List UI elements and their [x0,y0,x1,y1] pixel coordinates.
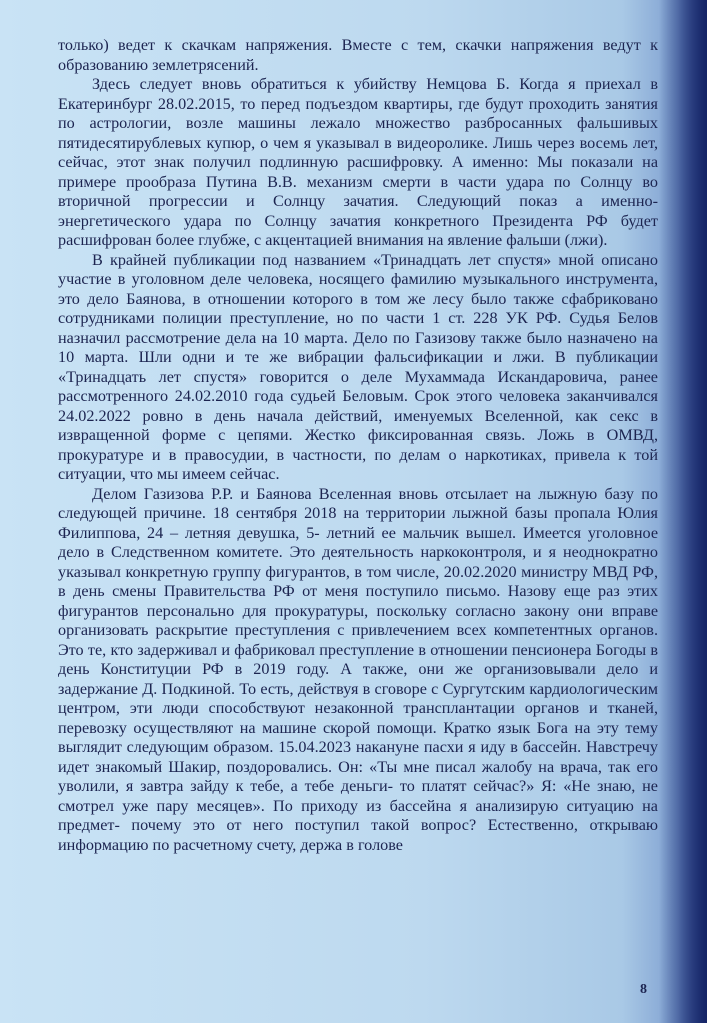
paragraph-continuation: только) ведет к скачкам напряжения. Вместе с тем, скачки напряжения ведут к образованию землетрясений. [58,36,658,74]
scan-shadow-edge [659,0,707,1023]
document-body [58,36,658,855]
paragraph-bayanov: В крайней публикации под названием «Тринадцать лет спустя» мной описано участие в уголовном деле человека, носящего фамилию музыкального инструмента, это дело Баянова, в отношении которого в том же лесу было также сфабриковано сотрудниками полиции преступление, но по части 1 ст. 228 УК РФ. Судья Белов назначил рассмотрение дела на 10 марта. Дело по Газизову также было назначено на 10 марта. Шли одни и те же вибрации фальсификации и лжи. В публикации «Тринадцать лет спустя» говорится о деле Мухаммада Искандаровича, ранее рассмотренного 24.02.2010 года судьей Беловым. Срок этого человека заканчивался 24.02.2022 ровно в день начала действий, именуемых Вселенной, как секс в извращенной форме с цепями. Жестко фиксированная связь. Ложь в ОМВД, прокуратуре и в правосудии, в частности, по делам о наркотиках, привела к той ситуации, что мы имеем сейчас. [58,250,658,483]
paragraph-gazizov: Делом Газизова Р.Р. и Баянова Вселенная вновь отсылает на лыжную базу по следующей причине. 18 сентября 2018 на территории лыжной базы пропала Юлия Филиппова, 24 – летняя девушка, 5- летний ее мальчик вышел. Имеется уголовное дело в Следственном комитете. Это деятельность наркоконтроля, и я неоднократно указывал конкретную группу фигурантов, в том числе, 20.02.2020 министру МВД РФ, в день смены Правительства РФ от меня поступило письмо. Назову еще раз этих фигурантов персонально для прокуратуры, поскольку согласно закону они вправе организовать раскрытие преступления с привлечением всех компетентных органов. Это те, кто задерживал и фабриковал преступление в отношении пенсионера Богоды в день Конституции РФ в 2019 году. А также, они же организовывали дело и задержание Д. Подкиной. То есть, действуя в сговоре с Сургутским кардиологическим центром, эти люди способствуют незаконной трансплантации органов и тканей, перевозку осуществляют на машине скорой помощи. Кратко язык Бога на эту тему выглядит следующим образом. 15.04.2023 накануне пасхи я иду в бассейн. Навстречу идет знакомый Шакир, поздоровались. Он: «Ты мне писал жалобу на врача, так его уволили, я завтра зайду к тебе, а тебе деньги- то платят сейчас?» Я: «Не знаю, не смотрел уже пару месяцев». По приходу из бассейна я анализирую ситуацию на предмет- почему это от него поступил такой вопрос? Естественно, открываю информацию по расчетному счету, держа в голове [58,484,658,854]
page-number: 8 [640,982,647,997]
paragraph-nemtsov: Здесь следует вновь обратиться к убийству Немцова Б. Когда я приехал в Екатеринбург 28.02.2015, то перед подъездом квартиры, где будут проходить занятия по астрологии, возле машины лежало множество разбросанных фальшивых пятидесятирублевых купюр, о чем я указывал в видеоролике. Лишь через восемь лет, сейчас, этот знак получил подлинную расшифровку. А именно: Мы показали на примере прообраза Путина В.В. механизм смерти в части удара по Солнцу во вторичной прогрессии и Солнцу зачатия. Следующий показ а именно- энергетического удара по Солнцу зачатия конкретного Президента РФ будет расшифрован более глубже, с акцентацией внимания на явление фальши (лжи). [58,75,658,249]
